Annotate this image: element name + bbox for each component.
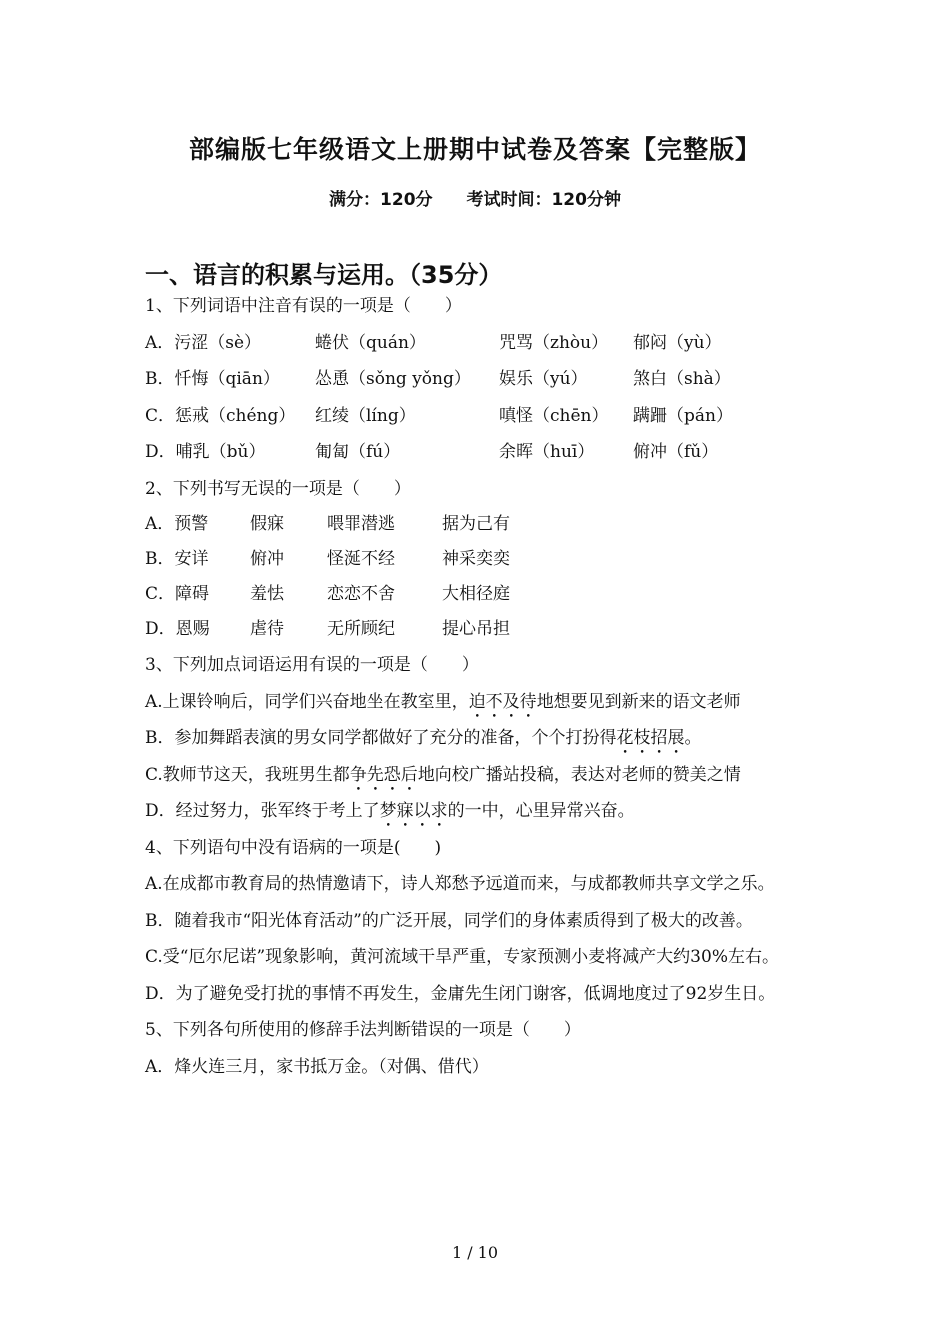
q3-option-a bbox=[145, 684, 810, 721]
option-item: 虐待 bbox=[250, 619, 284, 639]
q2-option-d bbox=[145, 612, 810, 647]
option-item: A．污涩（sè） bbox=[145, 332, 262, 353]
option-item: 俯冲（fǔ） bbox=[633, 442, 719, 462]
section-heading: 一、语言的积累与运用。（35分） bbox=[145, 261, 503, 289]
dotted-phrase: 迫不及待 bbox=[468, 691, 537, 712]
q1-option-b bbox=[145, 361, 810, 398]
option-item: D．恩赐 bbox=[145, 619, 210, 639]
option-text: 。 bbox=[684, 728, 702, 748]
option-item: 煞白（shà） bbox=[633, 369, 731, 389]
q4-stem: 4、下列语句中没有语病的一项是( ) bbox=[145, 837, 442, 858]
full-score: 满分：120分 bbox=[329, 190, 433, 210]
option-item: 恋恋不舍 bbox=[327, 584, 395, 604]
option-text: A.上课铃响后，同学们兴奋地坐在教室里， bbox=[145, 691, 469, 712]
q3-option-d bbox=[145, 793, 810, 830]
q4-option-c: C.受“厄尔尼诺”现象影响，黄河流域干旱严重，专家预测小麦将减产大约30%左右。 bbox=[145, 947, 779, 967]
q1-option-c bbox=[145, 398, 810, 435]
exam-time: 考试时间：120分钟 bbox=[466, 190, 621, 210]
option-item: D．哺乳（bǔ） bbox=[145, 442, 266, 462]
option-text: D．经过努力，张军终于考上了 bbox=[145, 801, 380, 821]
option-item: A．预警 bbox=[145, 514, 209, 534]
q5-stem: 5、下列各句所使用的修辞手法判断错误的一项是（ ） bbox=[145, 1020, 581, 1040]
option-item: 娱乐（yú） bbox=[499, 369, 588, 389]
q4-option-a: A.在成都市教育局的热情邀请下，诗人郑愁予远道而来，与成都教师共享文学之乐。 bbox=[145, 874, 775, 894]
option-item: C．惩戒（chéng） bbox=[145, 405, 296, 426]
option-item: 俯冲 bbox=[250, 549, 284, 569]
option-item: B．忏悔（qiān） bbox=[145, 369, 280, 389]
option-item: 大相径庭 bbox=[442, 584, 510, 604]
option-item: B．安详 bbox=[145, 549, 209, 569]
option-item: 余晖（huī） bbox=[499, 442, 595, 462]
q2-option-b bbox=[145, 542, 810, 577]
exam-info bbox=[0, 185, 950, 210]
q2-option-a bbox=[145, 507, 810, 542]
question-body bbox=[145, 288, 810, 1085]
option-item: 怂恿（sǒng yǒng） bbox=[315, 369, 471, 389]
page-number: 1 / 10 bbox=[451, 1243, 499, 1262]
dotted-phrase: 梦寐以求 bbox=[379, 801, 448, 821]
option-item: 无所顾纪 bbox=[327, 619, 395, 639]
option-item: 郁闷（yù） bbox=[633, 332, 722, 353]
dotted-phrase: 争先恐后 bbox=[349, 764, 418, 785]
option-item: 嗔怪（chēn） bbox=[499, 405, 609, 426]
q1-stem: 1、下列词语中注音有误的一项是（ ） bbox=[145, 296, 462, 316]
option-text: 地想要见到新来的语文老师 bbox=[536, 691, 741, 712]
q3-option-b bbox=[145, 720, 810, 757]
option-item: 怪涎不经 bbox=[327, 549, 395, 569]
option-item: 蜷伏（quán） bbox=[315, 332, 426, 353]
q5-option-a: A．烽火连三月，家书抵万金。（对偶、借代） bbox=[145, 1056, 489, 1077]
page-title: 部编版七年级语文上册期中试卷及答案【完整版】 bbox=[188, 135, 761, 164]
q1-option-d bbox=[145, 434, 810, 471]
option-item: 匍匐（fú） bbox=[315, 442, 401, 462]
option-item: 蹒跚（pán） bbox=[633, 405, 733, 426]
option-text: 地向校广播站投稿，表达对老师的赞美之情 bbox=[417, 764, 741, 785]
option-item: 羞怯 bbox=[250, 584, 284, 604]
q3-option-c bbox=[145, 757, 810, 794]
option-item: 据为己有 bbox=[442, 514, 510, 534]
q1-option-a bbox=[145, 325, 810, 362]
option-text: B．参加舞蹈表演的男女同学都做好了充分的准备，个个打扮得 bbox=[145, 728, 617, 748]
option-item: 咒骂（zhòu） bbox=[499, 332, 609, 353]
dotted-phrase: 花枝招展 bbox=[616, 728, 685, 748]
option-item: 神采奕奕 bbox=[442, 549, 510, 569]
option-item: C．障碍 bbox=[145, 584, 210, 604]
q2-stem: 2、下列书写无误的一项是（ ） bbox=[145, 478, 411, 499]
option-item: 喂罪潜逃 bbox=[327, 514, 395, 534]
q4-option-b: B．随着我市“阳光体育活动”的广泛开展，同学们的身体素质得到了极大的改善。 bbox=[145, 910, 753, 931]
q2-option-c bbox=[145, 577, 810, 612]
option-item: 假寐 bbox=[250, 514, 284, 534]
q4-option-d: D．为了避免受打扰的事情不再发生，金庸先生闭门谢客，低调地度过了92岁生日。 bbox=[145, 983, 776, 1004]
option-item: 红绫（líng） bbox=[315, 405, 416, 426]
q3-stem: 3、下列加点词语运用有误的一项是（ ） bbox=[145, 655, 479, 675]
option-text: 的一中，心里异常兴奋。 bbox=[447, 801, 635, 821]
option-text: C.教师节这天，我班男生都 bbox=[145, 764, 350, 785]
option-item: 提心吊担 bbox=[442, 619, 510, 639]
